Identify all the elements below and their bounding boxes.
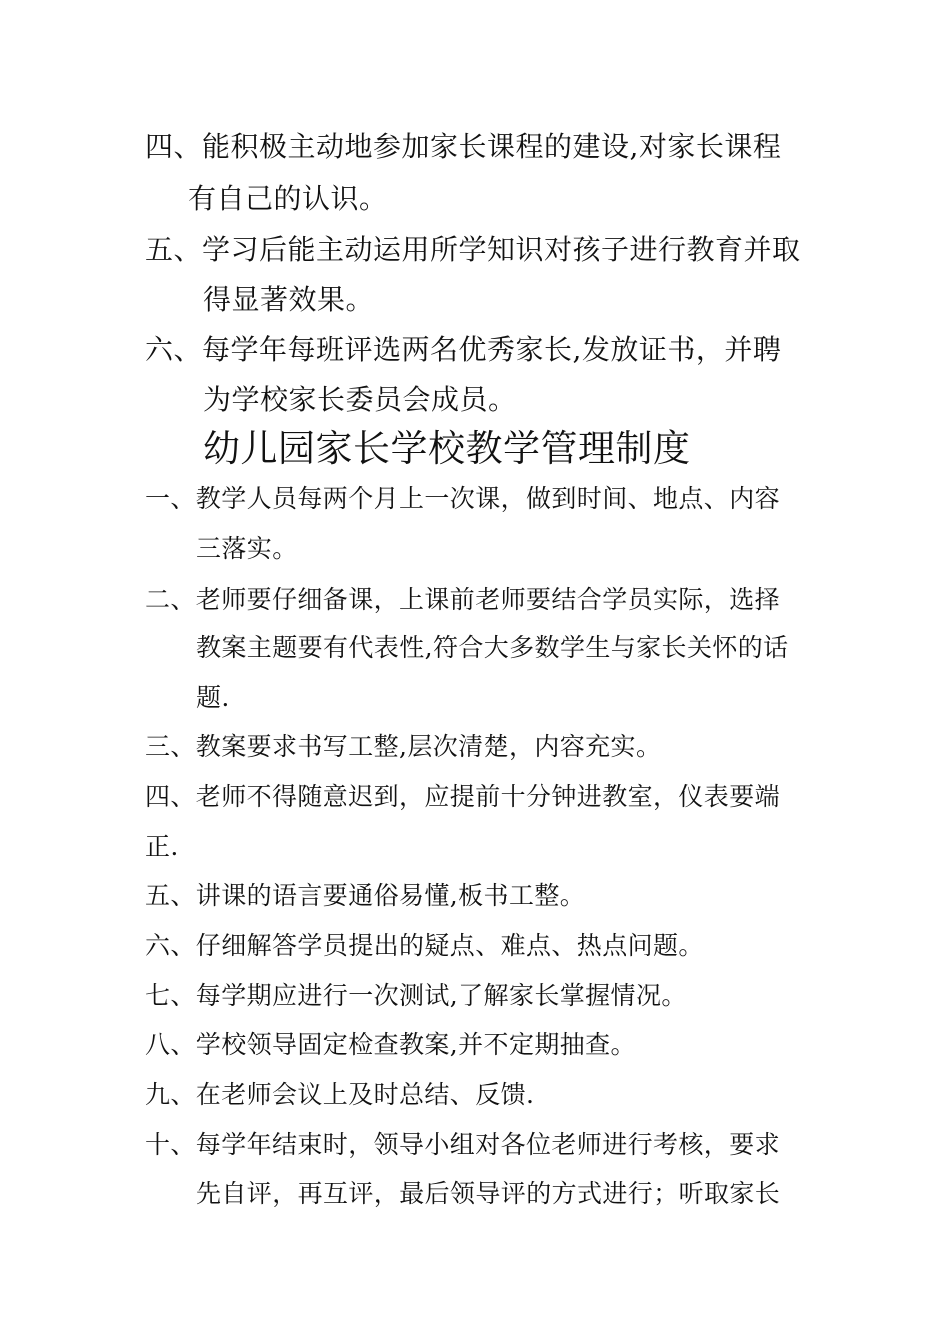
part2-item4-line1: 四、老师不得随意迟到，应提前十分钟进教室，仪表要端 [145,782,781,811]
part2-item8: 八、学校领导固定检查教案,并不定期抽查。 [145,1030,636,1059]
part2-item5: 五、讲课的语言要通俗易懂,板书工整。 [145,881,586,910]
part2-item4-line2: 正. [145,832,179,861]
part1-item6-line1: 六、每学年每班评选两名优秀家长,发放证书，并聘 [145,333,782,366]
part2-item10-line1: 十、每学年结束时，领导小组对各位老师进行考核，要求 [145,1130,781,1159]
part1-item4-line1: 四、能积极主动地参加家长课程的建设,对家长课程 [145,130,782,163]
part2-item1-line1: 一、教学人员每两个月上一次课，做到时间、地点、内容 [145,484,781,513]
part1-item5-line1: 五、学习后能主动运用所学知识对孩子进行教育并取 [145,233,801,266]
part2-item2-line2: 教案主题要有代表性,符合大多数学生与家长关怀的话 [196,633,789,662]
part2-item6: 六、仔细解答学员提出的疑点、难点、热点问题。 [145,931,704,960]
part2-item3: 三、教案要求书写工整,层次清楚，内容充实。 [145,732,662,761]
part1-item4-line2: 有自己的认识。 [188,182,388,215]
part2-item2-line1: 二、老师要仔细备课，上课前老师要结合学员实际，选择 [145,585,781,614]
part2-item1-line2: 三落实。 [196,534,298,563]
part2-item10-line2: 先自评，再互评，最后领导评的方式进行；听取家长 [196,1179,781,1208]
part1-item6-line2: 为学校家长委员会成员。 [203,383,517,416]
part1-item5-line2: 得显著效果。 [203,283,375,316]
part2-item2-line3: 题. [196,683,230,712]
part2-item9: 九、在老师会议上及时总结、反馈. [145,1080,535,1109]
part2-item7: 七、每学期应进行一次测试,了解家长掌握情况。 [145,981,687,1010]
section-title: 幼儿园家长学校教学管理制度 [203,427,691,470]
